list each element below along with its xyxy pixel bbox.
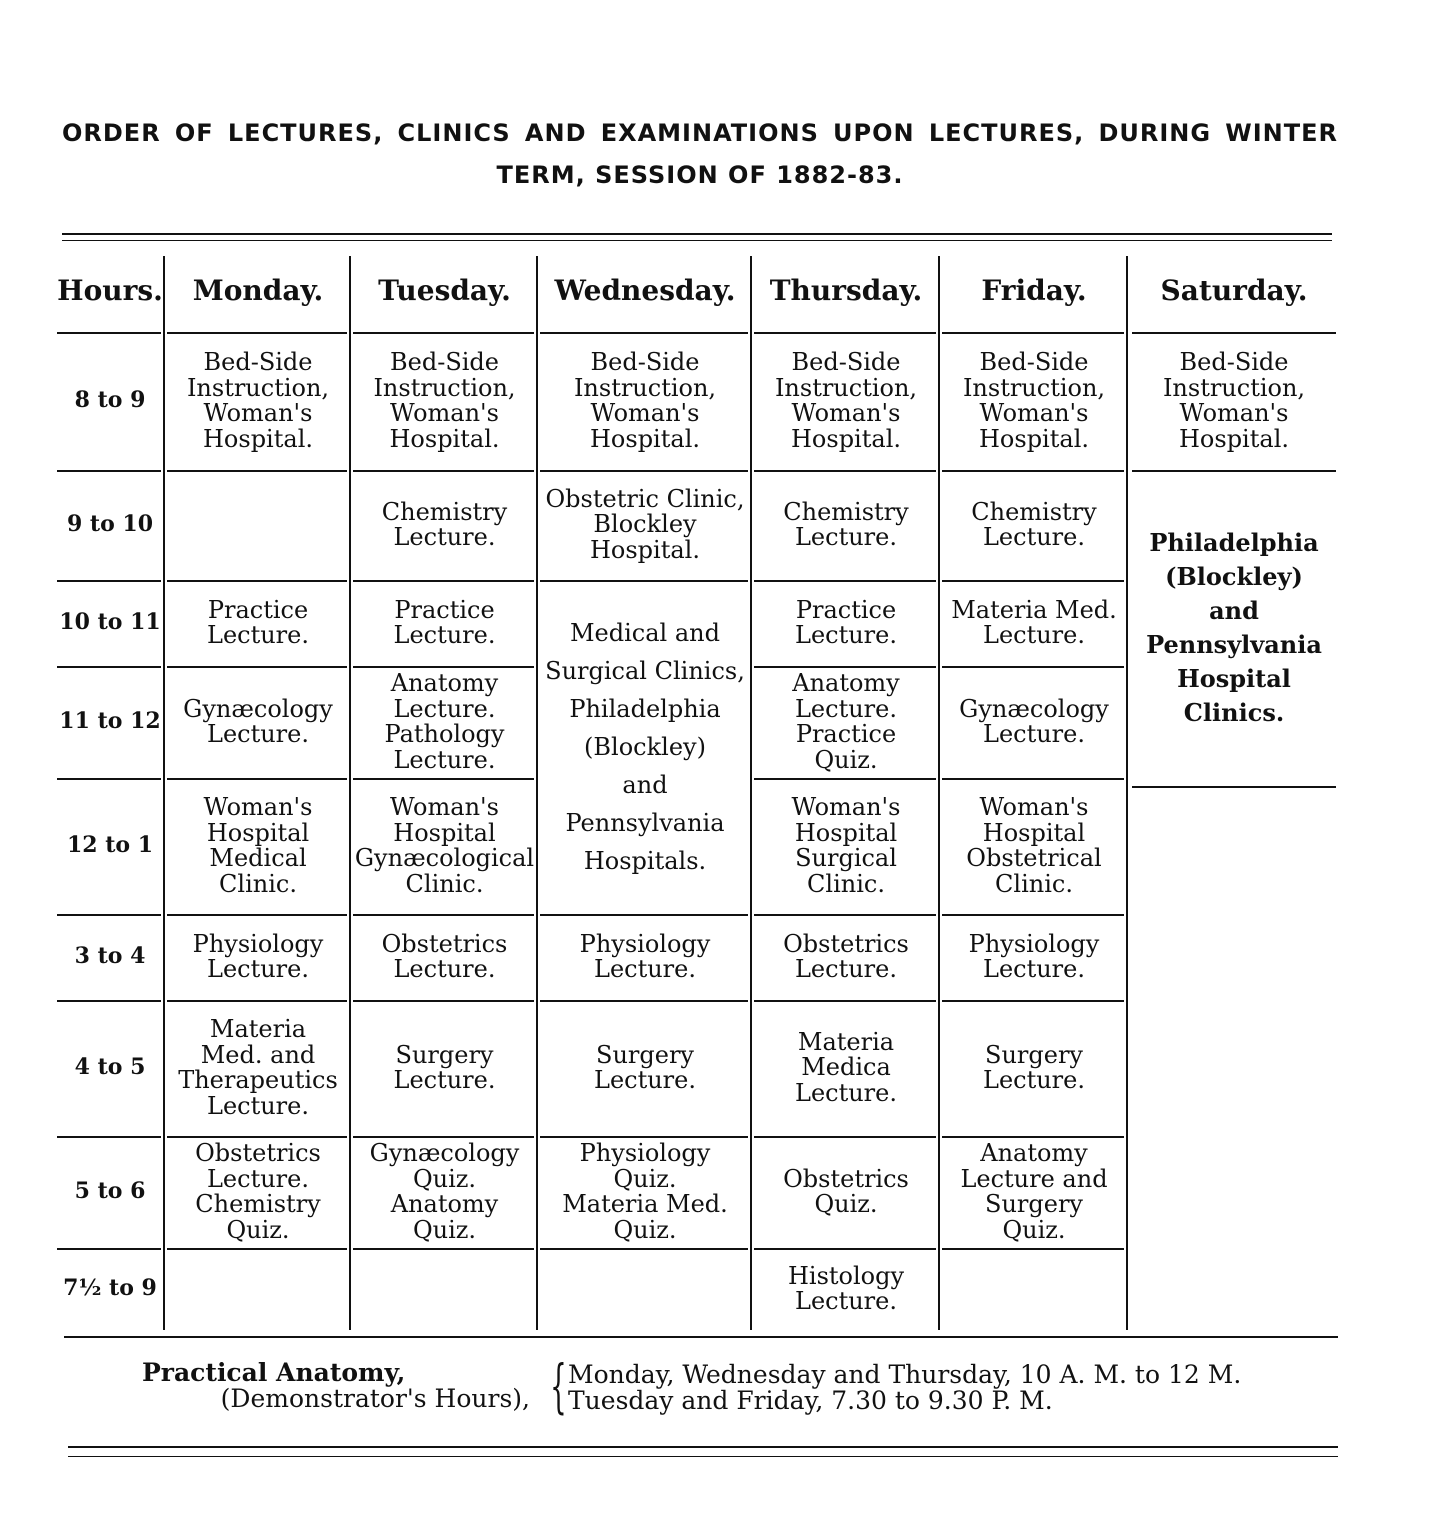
- table-bottom-rule: [64, 1336, 1338, 1338]
- footer-left-line-2: (Demonstrator's Hours),: [220, 1384, 530, 1413]
- column-header: Saturday.: [1160, 274, 1308, 308]
- row-divider: [167, 914, 347, 916]
- row-divider: [540, 470, 748, 472]
- schedule-cell-monday: Gynæcology Lecture.: [183, 694, 333, 748]
- row-divider: [167, 1248, 347, 1250]
- row-divider: [754, 778, 936, 780]
- hour-label: 8 to 9: [74, 387, 146, 414]
- column-header: Monday.: [192, 274, 324, 308]
- row-divider: [754, 580, 936, 582]
- schedule-cell-friday: Bed-Side Instruction, Woman's Hospital.: [962, 348, 1106, 453]
- schedule-cell-friday: Gynæcology Lecture.: [959, 694, 1109, 748]
- row-divider: [167, 1000, 347, 1002]
- row-divider: [57, 332, 161, 334]
- column-divider: [163, 256, 165, 1330]
- row-divider: [1132, 786, 1336, 788]
- bottom-rule: [68, 1446, 1338, 1448]
- row-divider: [942, 914, 1124, 916]
- row-divider: [57, 470, 161, 472]
- row-divider: [167, 778, 347, 780]
- schedule-cell-tuesday: Anatomy Lecture. Pathology Lecture.: [384, 669, 505, 774]
- schedule-cell-monday: [165, 470, 351, 580]
- row-divider: [942, 1000, 1124, 1002]
- row-divider: [754, 332, 936, 334]
- schedule-cell-wednesday: Surgery Lecture.: [594, 1040, 696, 1094]
- schedule-cell-thursday: Materia Medica Lecture.: [795, 1027, 897, 1107]
- hour-label: 11 to 12: [59, 708, 161, 735]
- schedule-cell-thursday: Obstetrics Lecture.: [783, 929, 909, 983]
- schedule-cell-wednesday: Physiology Lecture.: [579, 929, 711, 983]
- schedule-cell-saturday: Philadelphia (Blockley) and Pennsylvania Hospital Clinics.: [1146, 528, 1322, 727]
- footer-left-line-1: Practical Anatomy,: [142, 1358, 406, 1387]
- row-divider: [754, 1136, 936, 1138]
- schedule-cell-tuesday: Bed-Side Instruction, Woman's Hospital.: [373, 348, 516, 453]
- hour-label: 9 to 10: [66, 511, 154, 538]
- row-divider: [57, 1248, 161, 1250]
- column-header: Tuesday.: [378, 274, 511, 308]
- schedule-cell-friday: Surgery Lecture.: [983, 1040, 1085, 1094]
- row-divider: [353, 1248, 534, 1250]
- row-divider: [942, 332, 1124, 334]
- schedule-cell-monday: Obstetrics Lecture. Chemistry Quiz.: [195, 1139, 321, 1244]
- row-divider: [167, 580, 347, 582]
- row-divider: [942, 470, 1124, 472]
- row-divider: [540, 1248, 748, 1250]
- row-divider: [540, 1000, 748, 1002]
- schedule-cell-monday: Practice Lecture.: [207, 595, 309, 649]
- row-divider: [167, 1136, 347, 1138]
- row-divider: [57, 1136, 161, 1138]
- schedule-cell-tuesday: Gynæcology Quiz. Anatomy Quiz.: [369, 1139, 520, 1244]
- schedule-cell-tuesday: [351, 1248, 538, 1330]
- row-divider: [540, 332, 748, 334]
- hour-label: 10 to 11: [59, 609, 161, 636]
- column-divider: [1126, 256, 1128, 1330]
- row-divider: [754, 470, 936, 472]
- row-divider: [1132, 470, 1336, 472]
- schedule-cell-thursday: Obstetrics Quiz.: [783, 1164, 909, 1218]
- row-divider: [353, 1000, 534, 1002]
- hour-label: 3 to 4: [74, 943, 146, 970]
- schedule-cell-monday: Physiology Lecture.: [192, 929, 324, 983]
- schedule-cell-friday: [940, 1248, 1128, 1330]
- row-divider: [942, 778, 1124, 780]
- schedule-cell-friday: Anatomy Lecture and Surgery Quiz.: [960, 1139, 1108, 1244]
- row-divider: [57, 580, 161, 582]
- schedule-cell-monday: [165, 1248, 351, 1330]
- column-header: Thursday.: [769, 274, 923, 308]
- schedule-cell-friday: Materia Med. Lecture.: [951, 595, 1117, 649]
- row-divider: [57, 1000, 161, 1002]
- schedule-cell-monday: Materia Med. and Therapeutics Lecture.: [178, 1015, 338, 1120]
- row-divider: [1132, 332, 1336, 334]
- row-divider: [540, 580, 748, 582]
- row-divider: [942, 1136, 1124, 1138]
- row-divider: [57, 778, 161, 780]
- row-divider: [167, 666, 347, 668]
- row-divider: [754, 666, 936, 668]
- schedule-cell-monday: Bed-Side Instruction, Woman's Hospital.: [186, 348, 330, 453]
- row-divider: [353, 666, 534, 668]
- row-divider: [540, 1136, 748, 1138]
- row-divider: [353, 1136, 534, 1138]
- row-divider: [942, 1248, 1124, 1250]
- row-divider: [353, 470, 534, 472]
- hour-label: 5 to 6: [74, 1178, 146, 1205]
- schedule-cell-tuesday: Woman's Hospital Gynæcological Clinic.: [354, 793, 535, 898]
- column-header: Wednesday.: [554, 274, 736, 308]
- schedule-cell-friday: Woman's Hospital Obstetrical Clinic.: [966, 793, 1102, 898]
- hour-label: 12 to 1: [66, 832, 154, 859]
- schedule-cell-thursday: Practice Lecture.: [795, 595, 897, 649]
- row-divider: [540, 914, 748, 916]
- footer-right-line-2: Tuesday and Friday, 7.30 to 9.30 P. M.: [568, 1386, 1053, 1415]
- title-line-2: TERM, SESSION OF 1882-83.: [496, 161, 904, 189]
- row-divider: [942, 580, 1124, 582]
- row-divider: [353, 914, 534, 916]
- schedule-cell-thursday: Anatomy Lecture. Practice Quiz.: [792, 669, 900, 774]
- footer-hours: [568, 1362, 1308, 1414]
- hour-label: 4 to 5: [74, 1054, 146, 1081]
- row-divider: [754, 1000, 936, 1002]
- column-divider: [750, 256, 752, 1330]
- row-divider: [57, 914, 161, 916]
- schedule-cell-wednesday: Bed-Side Instruction, Woman's Hospital.: [573, 348, 717, 453]
- schedule-cell-wednesday: Medical and Surgical Clinics, Philadelphia (Blockley) and Pennsylvania Hospitals.: [545, 619, 745, 875]
- schedule-cell-wednesday: [538, 1248, 752, 1330]
- schedule-cell-saturday: Bed-Side Instruction, Woman's Hospital.: [1162, 348, 1306, 453]
- schedule-cell-thursday: Bed-Side Instruction, Woman's Hospital.: [774, 348, 918, 453]
- column-header: Hours.: [57, 274, 163, 308]
- column-divider: [536, 256, 538, 1330]
- schedule-cell-thursday: Chemistry Lecture.: [783, 497, 909, 551]
- schedule-cell-wednesday: Physiology Quiz. Materia Med. Quiz.: [562, 1139, 728, 1244]
- schedule-cell-tuesday: Practice Lecture.: [393, 595, 496, 649]
- schedule-cell-friday: Chemistry Lecture.: [971, 497, 1097, 551]
- row-divider: [754, 914, 936, 916]
- column-header: Friday.: [981, 274, 1087, 308]
- title-line-1: ORDER OF LECTURES, CLINICS AND EXAMINATIONS UPON LECTURES, DURING WINTER: [62, 119, 1338, 147]
- row-divider: [754, 1248, 936, 1250]
- schedule-cell-tuesday: Chemistry Lecture.: [381, 497, 508, 551]
- row-divider: [167, 470, 347, 472]
- hour-label: 7½ to 9: [63, 1275, 157, 1302]
- row-divider: [942, 666, 1124, 668]
- schedule-cell-tuesday: Surgery Lecture.: [393, 1040, 496, 1094]
- row-divider: [353, 332, 534, 334]
- row-divider: [57, 666, 161, 668]
- bottom-rule-thin: [68, 1456, 1338, 1457]
- schedule-cell-tuesday: Obstetrics Lecture.: [381, 929, 508, 983]
- column-divider: [349, 256, 351, 1330]
- brace-icon: {: [550, 1352, 567, 1420]
- row-divider: [353, 778, 534, 780]
- row-divider: [353, 580, 534, 582]
- schedule-cell-wednesday: Obstetric Clinic, Blockley Hospital.: [545, 484, 745, 564]
- footer-practical-anatomy: [120, 1360, 530, 1412]
- column-divider: [938, 256, 940, 1330]
- schedule-cell-thursday: Woman's Hospital Surgical Clinic.: [791, 793, 901, 898]
- footer-right-line-1: Monday, Wednesday and Thursday, 10 A. M. to 12 M.: [568, 1360, 1242, 1389]
- row-divider: [167, 332, 347, 334]
- schedule-cell-friday: Physiology Lecture.: [968, 929, 1100, 983]
- schedule-cell-thursday: Histology Lecture.: [787, 1261, 905, 1315]
- schedule-cell-monday: Woman's Hospital Medical Clinic.: [203, 793, 313, 898]
